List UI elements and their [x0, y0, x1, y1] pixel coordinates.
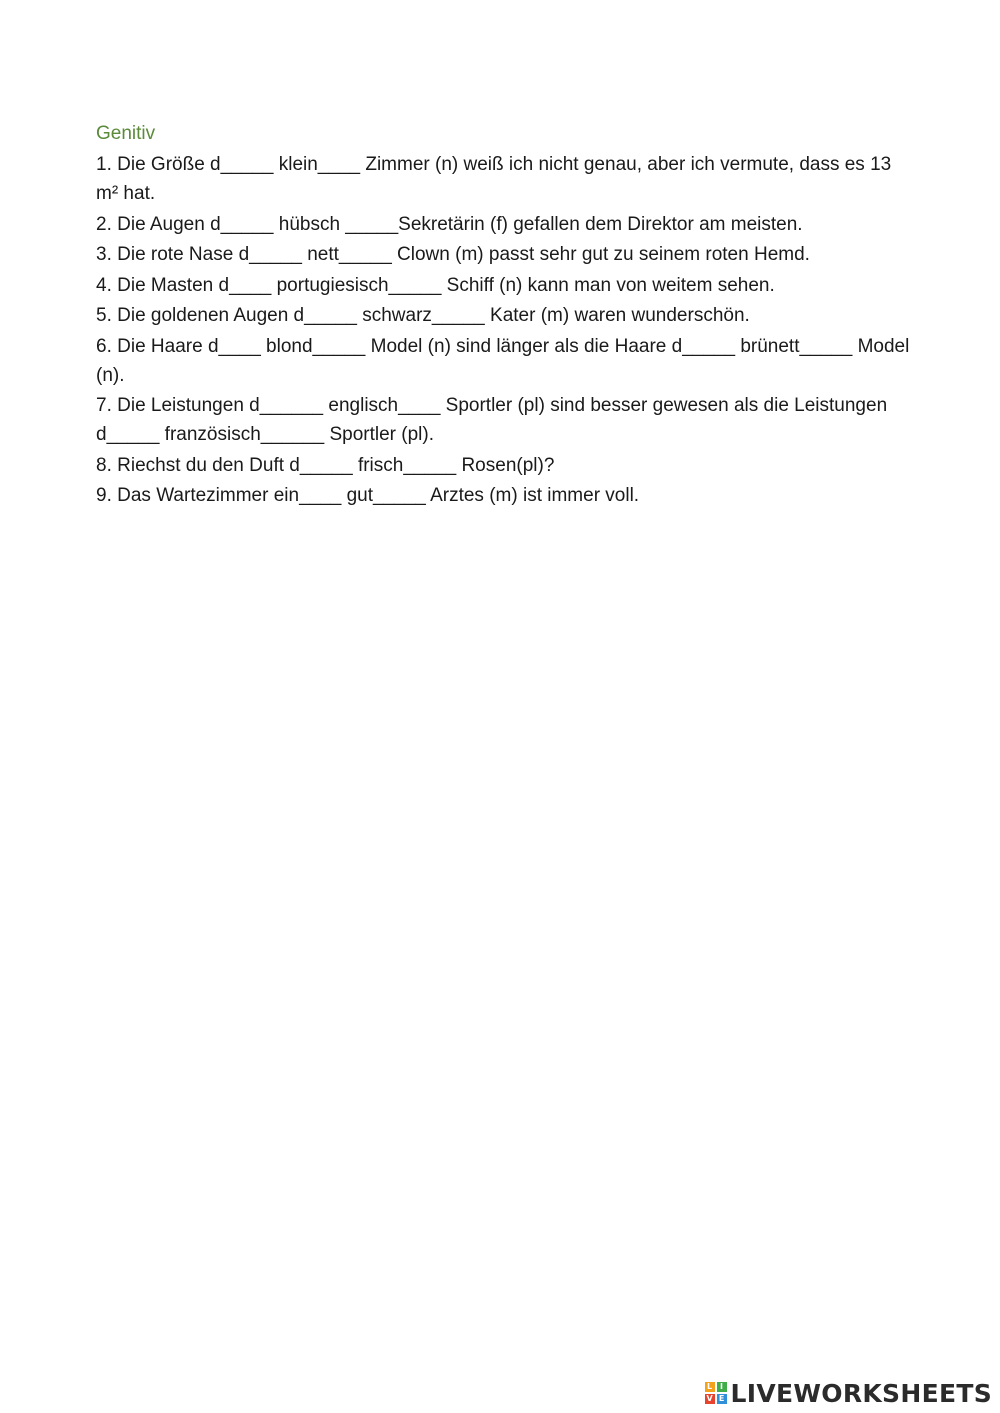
exercise-item: 5. Die goldenen Augen d_____ schwarz_____ Kater (m) waren wunderschön.: [96, 305, 750, 326]
exercise-item: 6. Die Haare d____ blond_____ Model (n) sind länger als die Haare d_____ brünett_____ Model (n).: [96, 335, 910, 386]
liveworksheets-logo[interactable]: [705, 1379, 992, 1407]
logo-text: LIVEWORKSHEETS: [730, 1378, 992, 1408]
logo-mark-tile: V: [706, 1394, 713, 1403]
exercise-item: 7. Die Leistungen d______ englisch____ Sportler (pl) sind besser gewesen als die Leistungen d_____ französisch______ Sportler (pl).: [96, 395, 888, 445]
exercise-item: 1. Die Größe d_____ klein____ Zimmer (n) weiß ich nicht genau, aber ich vermute, dass es 13 m² hat.: [96, 154, 892, 204]
exercise-item: 4. Die Masten d____ portugiesisch_____ Schiff (n) kann man von weitem sehen.: [96, 274, 775, 296]
exercise-item: 2. Die Augen d_____ hübsch _____Sekretärin (f) gefallen dem Direktor am meisten.: [96, 213, 803, 235]
liveworksheets-logo-icon: [705, 1382, 727, 1404]
exercise-item: 3. Die rote Nase d_____ nett_____ Clown (m) passt sehr gut zu seinem roten Hemd.: [96, 244, 810, 265]
logo-mark-tile: E: [717, 1394, 727, 1404]
exercise-item: 8. Riechst du den Duft d_____ frisch_____ Rosen(pl)?: [96, 454, 555, 476]
exercise-item: 9. Das Wartezimmer ein____ gut_____ Arztes (m) ist immer voll.: [96, 485, 640, 506]
logo-mark-tile: L: [705, 1382, 715, 1392]
logo-mark-tile: I: [717, 1382, 727, 1392]
worksheet-heading: Genitiv: [96, 123, 156, 144]
exercise-list: [96, 150, 916, 512]
